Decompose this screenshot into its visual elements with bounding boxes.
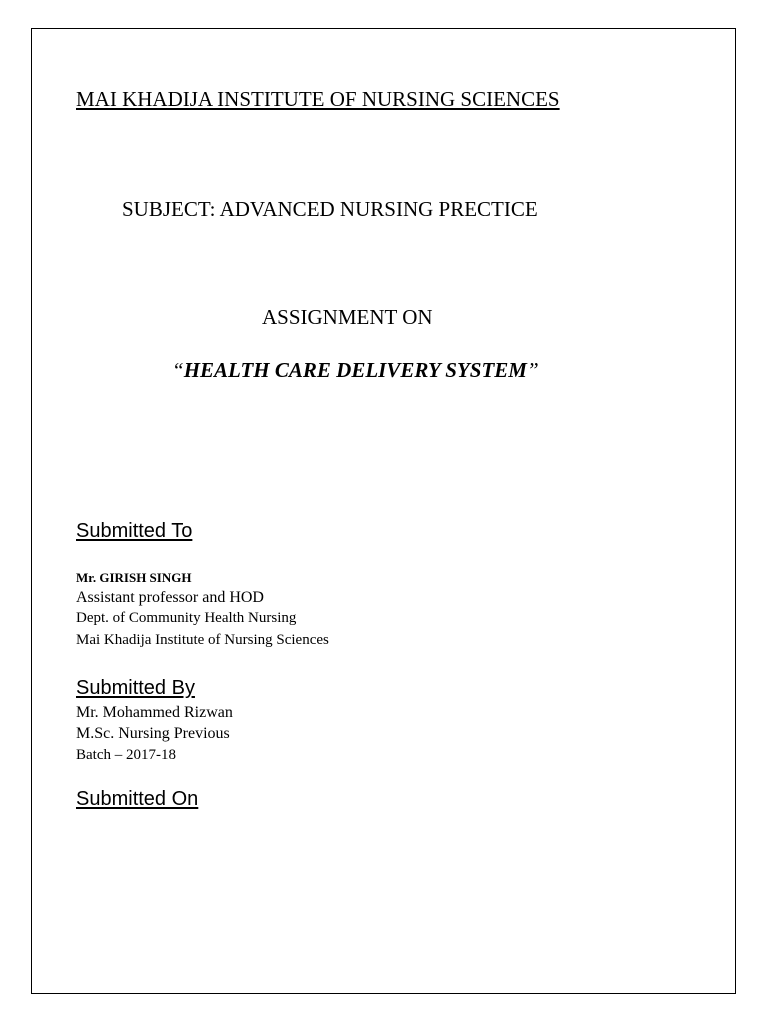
assignment-label: ASSIGNMENT ON: [262, 305, 433, 329]
institute-title: MAI KHADIJA INSTITUTE OF NURSING SCIENCES: [76, 87, 560, 111]
assignment-title-text: HEALTH CARE DELIVERY SYSTEM: [183, 358, 527, 382]
submitted-by-course: M.Sc. Nursing Previous: [76, 725, 230, 742]
submitted-to-designation: Assistant professor and HOD: [76, 589, 264, 606]
submitted-to-name: Mr. GIRISH SINGH: [76, 570, 192, 585]
submitted-to-heading: Submitted To: [76, 520, 193, 542]
submitted-to-institute: Mai Khadija Institute of Nursing Sciences: [76, 632, 329, 648]
submitted-by-heading: Submitted By: [76, 677, 195, 699]
submitted-on-heading: Submitted On: [76, 788, 199, 810]
assignment-title: [172, 358, 539, 383]
close-quote: ”: [526, 358, 539, 382]
submitted-to-department: Dept. of Community Health Nursing: [76, 610, 297, 626]
subject-line: SUBJECT: ADVANCED NURSING PRECTICE: [122, 197, 538, 221]
submitted-by-name: Mr. Mohammed Rizwan: [76, 704, 233, 721]
submitted-by-batch: Batch – 2017-18: [76, 747, 176, 763]
page-border: [31, 28, 736, 994]
open-quote: “: [172, 358, 184, 382]
